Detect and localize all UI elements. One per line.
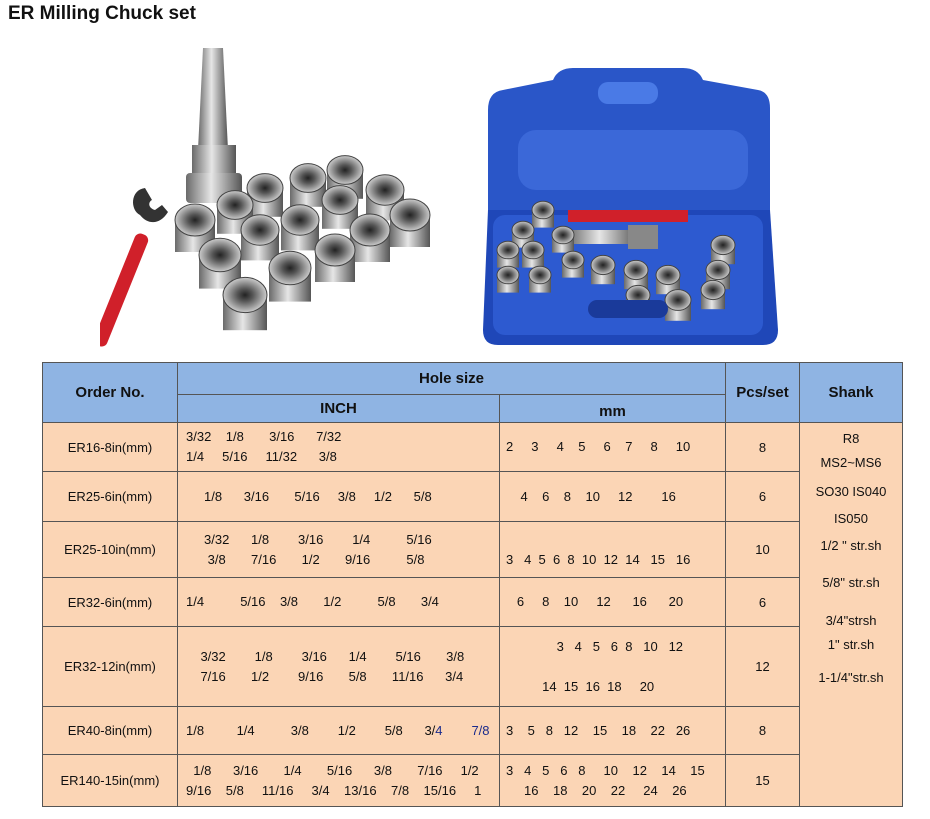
collet-icon: [290, 164, 326, 207]
inch-sizes-line: 7/16 1/2 9/16 5/8 11/16 3/4: [186, 668, 464, 684]
collet-icon: [390, 199, 430, 247]
pcs-cell: 15: [726, 755, 800, 807]
inch-sizes-line: 9/16 5/8 11/16 3/4 13/16 7/8 15/16 1: [186, 782, 482, 798]
collet-icon: [591, 255, 615, 284]
shank-cell: [800, 423, 903, 807]
order-no-cell: ER40-8in(mm): [43, 707, 178, 755]
collet-icon: [711, 235, 735, 264]
mm-sizes-line: [506, 657, 725, 677]
mm-sizes-line: 2 3 4 5 6 7 8 10: [506, 439, 691, 454]
mm-sizes-line: 3 4 5 6 8 10 12 14 15: [506, 762, 705, 778]
mm-sizes-cell: [500, 707, 726, 755]
collet-icon: [223, 277, 267, 330]
shank-option: 5/8" str.sh: [822, 575, 880, 590]
inch-sizes-cell: [178, 472, 500, 522]
shank-option: 3/4"strsh: [825, 613, 877, 628]
mm-sizes-cell: [500, 755, 726, 807]
chuck-spec-table: [42, 362, 903, 807]
page-title: ER Milling Chuck set: [8, 3, 196, 24]
table-row: [43, 707, 903, 755]
pcs-cell: 12: [726, 627, 800, 707]
pcs-cell: 8: [726, 423, 800, 472]
table-row: [43, 472, 903, 522]
pcs-cell: 8: [726, 707, 800, 755]
mm-sizes-cell: [500, 522, 726, 578]
shank-option: 1/2 " str.sh: [820, 538, 882, 553]
shank-header: Shank: [800, 363, 903, 423]
collet-icon: [497, 266, 519, 292]
collet-icon: [497, 241, 519, 267]
order-no-cell: ER32-12in(mm): [43, 627, 178, 707]
collet-icon: [665, 290, 691, 321]
shank-option: R8: [842, 431, 860, 446]
inch-sizes-line: 1/4 5/16 11/32 3/8: [186, 449, 337, 464]
inch-size-highlight: 7/8: [471, 722, 490, 738]
inch-size-highlight: 4: [435, 722, 443, 738]
shank-option: IS050: [834, 511, 868, 526]
inch-sizes-cell: [178, 423, 500, 472]
inch-sizes-cell: [178, 707, 500, 755]
inch-sizes-line: 3/32 1/8 3/16 1/4 5/16: [186, 531, 432, 547]
mm-sizes-line: 4 6 8 10 12 16: [506, 488, 676, 504]
mm-sizes-line: 6 8 10 12 16 20: [506, 594, 684, 609]
collet-icon: [269, 251, 311, 301]
mm-sizes-cell: [500, 627, 726, 707]
collet-icon: [701, 280, 725, 309]
pcs-header: Pcs/set: [726, 363, 800, 423]
pcs-cell: 6: [726, 578, 800, 627]
order-no-cell: ER25-6in(mm): [43, 472, 178, 522]
mm-sizes-line: 3 4 5 6 8 10 12 14 15 16: [506, 551, 691, 567]
table-row: [43, 755, 903, 807]
inch-sizes-line: 1/4 5/16 3/8 1/2 5/8 3/4: [186, 594, 439, 609]
mm-sizes-line: 3 5 8 12 15 18 22 26: [506, 722, 691, 738]
mm-sizes-cell: [500, 472, 726, 522]
collet-icon: [281, 205, 319, 251]
inch-sizes-line: 1/8 1/4 3/8 1/2 5/8 3/4 7/8: [186, 722, 490, 738]
inch-sizes-line: 3/8 7/16 1/2 9/16 5/8: [186, 551, 425, 567]
inch-sizes-cell: [178, 522, 500, 578]
table-row: [43, 627, 903, 707]
collet-icon: [532, 201, 554, 227]
table-row: [43, 578, 903, 627]
inch-sizes-line: 1/8 3/16 1/4 5/16 3/8 7/16 1/2: [186, 762, 479, 778]
inch-sizes-line: 1/8 3/16 5/16 3/8 1/2 5/8: [186, 488, 432, 504]
mm-header: mm: [500, 395, 726, 423]
inch-sizes-cell: [178, 755, 500, 807]
order-no-header: Order No.: [43, 363, 178, 423]
collet-icon: [350, 214, 390, 262]
order-no-cell: ER32-6in(mm): [43, 578, 178, 627]
shank-option: MS2~MS6: [820, 455, 882, 470]
collet-icon: [552, 226, 574, 252]
inch-sizes-cell: [178, 578, 500, 627]
pcs-cell: 10: [726, 522, 800, 578]
pcs-cell: 6: [726, 472, 800, 522]
table-row: [43, 522, 903, 578]
collet-icon: [315, 234, 355, 282]
mm-sizes-cell: [500, 578, 726, 627]
collet-icon: [529, 266, 551, 292]
inch-header: INCH: [178, 395, 500, 423]
collet-icon: [522, 241, 544, 267]
mm-sizes-line: 3 4 5 6 8 10 12: [506, 638, 684, 654]
inch-sizes-cell: [178, 627, 500, 707]
mm-sizes-line: 14 15 16 18 20: [506, 678, 655, 694]
table-row: [43, 423, 903, 472]
collet-icon: [562, 251, 584, 277]
collet-icon: [241, 215, 279, 261]
inch-sizes-line: 3/32 1/8 3/16 7/32: [186, 429, 342, 444]
shank-option: 1" str.sh: [827, 637, 875, 652]
inch-sizes-line: 3/32 1/8 3/16 1/4 5/16 3/8: [186, 648, 465, 664]
hole-size-header: Hole size: [178, 363, 726, 395]
chuck-collet-set-photo: [100, 40, 450, 358]
order-no-cell: ER140-15in(mm): [43, 755, 178, 807]
order-no-cell: ER25-10in(mm): [43, 522, 178, 578]
shank-option: SO30 IS040: [815, 484, 887, 499]
order-no-cell: ER16-8in(mm): [43, 423, 178, 472]
mm-sizes-line: 16 18 20 22 24 26: [506, 782, 687, 798]
shank-option: 1-1/4"str.sh: [818, 670, 884, 685]
mm-sizes-line: [506, 530, 725, 550]
collet-icon: [624, 260, 648, 289]
mm-sizes-cell: [500, 423, 726, 472]
blue-case-photo: [478, 60, 778, 350]
